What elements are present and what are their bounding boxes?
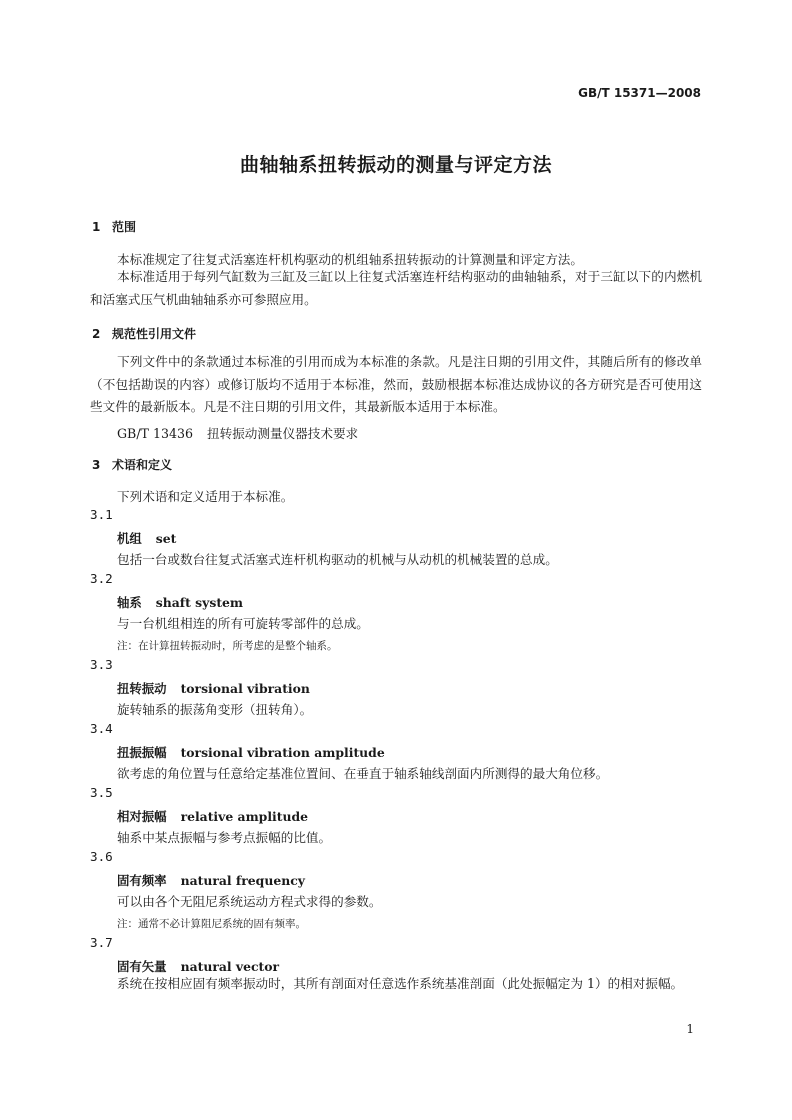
section-number: 1 xyxy=(92,220,101,234)
term-definition: 包括一台或数台往复式活塞式连杆机构驱动的机械与从动机的机械装置的总成。 xyxy=(117,552,558,567)
term-number: 3.7 xyxy=(90,935,113,950)
term-definition: 欲考虑的角位置与任意给定基准位置间、在垂直于轴系轴线剖面内所测得的最大角位移。 xyxy=(117,766,609,781)
term-number: 3.6 xyxy=(90,849,113,864)
term-chinese: 固有矢量 xyxy=(117,959,167,974)
section-1-paragraph-2 xyxy=(90,266,702,311)
term-english: relative amplitude xyxy=(180,809,309,824)
paragraph-text: 本标准适用于每列气缸数为三缸及三缸以上往复式活塞连杆结构驱动的曲轴轴系，对于三缸以下的内燃机和活塞式压气机曲轴轴系亦可参照应用。 xyxy=(90,269,702,307)
term-chinese: 相对振幅 xyxy=(117,809,167,824)
section-number: 2 xyxy=(92,327,101,341)
term-definition xyxy=(90,973,702,996)
term-chinese: 机组 xyxy=(117,531,142,546)
section-title: 范围 xyxy=(112,220,137,234)
document-title: 曲轴轴系扭转振动的测量与评定方法 xyxy=(239,154,552,176)
section-1-paragraph-1: 本标准规定了往复式活塞连杆机构驱动的机组轴系扭转振动的计算测量和评定方法。 xyxy=(117,252,583,267)
normative-reference xyxy=(117,423,358,442)
term-heading xyxy=(117,529,176,547)
term-definition: 轴系中某点振幅与参考点振幅的比值。 xyxy=(117,830,332,845)
term-definition: 与一台机组相连的所有可旋转零部件的总成。 xyxy=(117,616,369,631)
term-number: 3.1 xyxy=(90,507,113,522)
term-number: 3.5 xyxy=(90,785,113,800)
section-title: 术语和定义 xyxy=(112,458,173,472)
term-number: 3.2 xyxy=(90,571,113,586)
section-3-heading xyxy=(92,456,172,473)
reference-title: 扭转振动测量仪器技术要求 xyxy=(207,426,359,441)
term-note: 注：在计算扭转振动时，所考虑的是整个轴系。 xyxy=(117,640,338,652)
term-english: natural vector xyxy=(180,959,280,974)
paragraph-text: 系统在按相应固有频率振动时，其所有剖面对任意选作系统基准剖面（此处振幅定为 1）的相对振幅。 xyxy=(117,976,684,991)
term-definition: 可以由各个无阻尼系统运动方程式求得的参数。 xyxy=(117,894,382,909)
term-heading xyxy=(117,593,243,611)
standard-number: GB/T 15371—2008 xyxy=(578,86,701,100)
paragraph-text: 下列文件中的条款通过本标准的引用而成为本标准的条款。凡是注日期的引用文件，其随后所有的修改单（不包括勘误的内容）或修订版均不适用于本标准，然而，鼓励根据本标准达成协议的各方研究是否可使用这些文件的最新版本。凡是不注日期的引用文件，其最新版本适用于本标准。 xyxy=(90,354,702,414)
reference-code: GB/T 13436 xyxy=(117,426,194,441)
page-number: 1 xyxy=(686,1022,694,1036)
section-2-paragraph-1 xyxy=(90,351,702,419)
section-1-heading xyxy=(92,218,136,235)
term-english: torsional vibration xyxy=(180,681,310,696)
section-2-heading xyxy=(92,325,196,342)
term-heading xyxy=(117,807,308,825)
term-english: natural frequency xyxy=(180,873,305,888)
term-chinese: 扭转振动 xyxy=(117,681,167,696)
term-chinese: 固有频率 xyxy=(117,873,167,888)
term-heading xyxy=(117,679,310,697)
term-heading xyxy=(117,743,385,761)
term-heading xyxy=(117,871,305,889)
term-note: 注：通常不必计算阻尼系统的固有频率。 xyxy=(117,918,306,930)
term-definition: 旋转轴系的振荡角变形（扭转角）。 xyxy=(117,702,313,717)
section-3-intro: 下列术语和定义适用于本标准。 xyxy=(117,489,294,504)
term-number: 3.4 xyxy=(90,721,113,736)
term-chinese: 扭振振幅 xyxy=(117,745,167,760)
term-number: 3.3 xyxy=(90,657,113,672)
term-english: shaft system xyxy=(155,595,244,610)
term-chinese: 轴系 xyxy=(117,595,142,610)
term-english: torsional vibration amplitude xyxy=(180,745,385,760)
section-title: 规范性引用文件 xyxy=(112,327,197,341)
term-english: set xyxy=(155,531,177,546)
section-number: 3 xyxy=(92,458,101,472)
